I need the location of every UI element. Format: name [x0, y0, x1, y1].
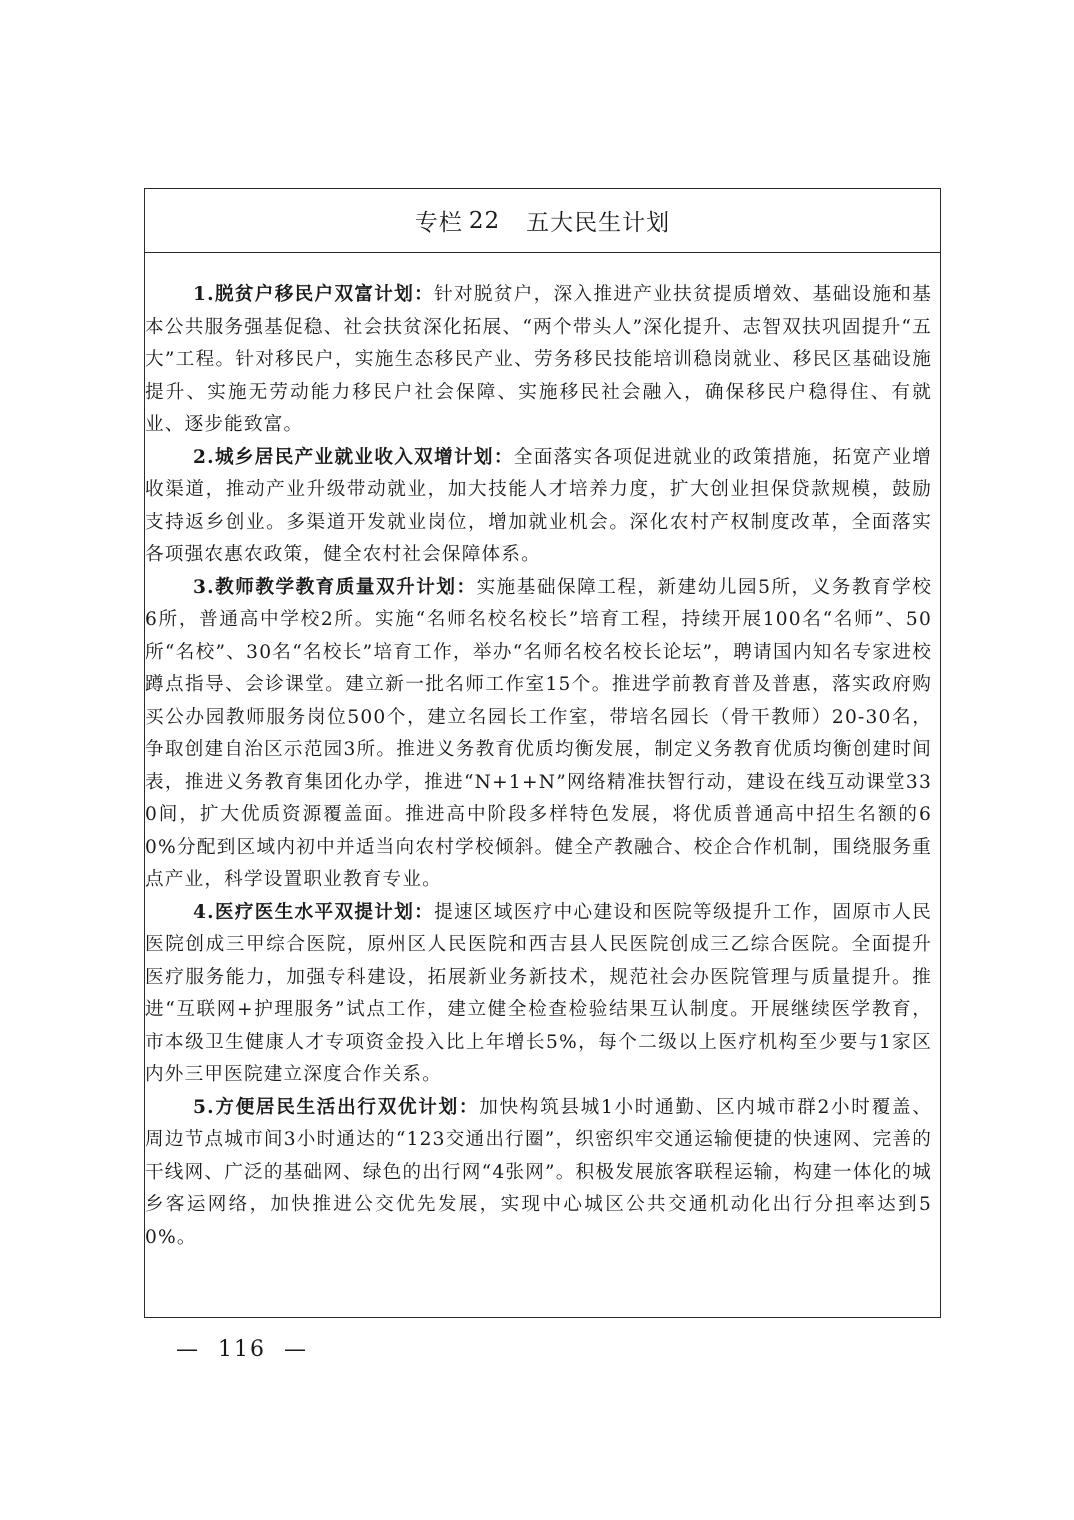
plan-text-1: 针对脱贫户，深入推进产业扶贫提质增效、基础设施和基本公共服务强基促稳、社会扶贫深化拓展、“两个带头人”深化提升、志智双扶巩固提升“五大”工程。针对移民户，实施生态移民产业、劳务移民技能培训稳岗就业、移民区基础设施提升、实施无劳动能力移民户社会保障、实施移民社会融入，确保移民户稳得住、有就业、逐步能致富。 — [145, 284, 932, 435]
plan-heading-2: 2.城乡居民产业就业收入双增计划： — [193, 446, 514, 468]
plan-paragraph-2 — [145, 442, 932, 572]
plan-paragraph-3 — [145, 572, 932, 897]
plan-text-4: 提速区域医疗中心建设和医院等级提升工作，固原市人民医院创成三甲综合医院，原州区人民医院和西吉县人民医院创成三乙综合医院。全面提升医疗服务能力，加强专科建设，拓展新业务新技术，规范社会办医院管理与质量提升。推进“互联网+护理服务”试点工作，建立健全检查检验结果互认制度。开展继续医学教育，市本级卫生健康人才专项资金投入比上年增长5%，每个二级以上医疗机构至少要与1家区内外三甲医院建立深度合作关系。 — [145, 901, 932, 1085]
column-body — [145, 253, 940, 1254]
plan-text-5: 加快构筑县城1小时通勤、区内城市群2小时覆盖、周边节点城市间3小时通达的“123交通出行圈”，织密织牢交通运输便捷的快速网、完善的干线网、广泛的基础网、绿色的出行网“4张网”。积极发展旅客联程运输，构建一体化的城乡客运网络，加快推进公交优先发展，实现中心城区公共交通机动化出行分担率达到50%。 — [145, 1096, 932, 1248]
column-label: 专栏 — [414, 210, 463, 236]
plan-heading-5: 5.方便居民生活出行双优计划： — [193, 1096, 480, 1118]
plan-paragraph-5 — [145, 1092, 932, 1255]
plan-heading-3: 3.教师教学教育质量双升计划： — [193, 576, 477, 598]
column-box — [144, 188, 941, 1318]
plan-text-2: 全面落实各项促进就业的政策措施，拓宽产业增收渠道，推动产业升级带动就业，加大技能人才培养力度，扩大创业担保贷款规模，鼓励支持返乡创业。多渠道开发就业岗位，增加就业机会。深化农村产权制度改革，全面落实各项强农惠农政策，健全农村社会保障体系。 — [145, 446, 933, 565]
plan-paragraph-1 — [145, 279, 932, 442]
plan-heading-1: 1.脱贫户移民户双富计划： — [193, 284, 435, 305]
column-title: 五大民生计划 — [526, 210, 671, 236]
plan-heading-4: 4.医疗医生水平双提计划： — [193, 901, 435, 923]
plan-paragraph-4 — [145, 897, 932, 1092]
column-header — [145, 189, 940, 253]
plan-text-3: 实施基础保障工程，新建幼儿园5所，义务教育学校6所，普通高中学校2所。实施“名师名校名校长”培育工程，持续开展100名“名师”、50所“名校”、30名“名校长”培育工作，举办“名师名校名校长论坛”，聘请国内知名专家进校蹲点指导、会诊课堂。建立新一批名师工作室15个。推进学前教育普及普惠，落实政府购买公办园教师服务岗位500个，建立名园长工作室，带培名园长（骨干教师）20-30名，争取创建自治区示范园3所。推进义务教育优质均衡发展，制定义务教育优质均衡创建时间表，推进义务教育集团化办学，推进“N+1+N”网络精准扶智行动，建设在线互动课堂330间，扩大优质资源覆盖面。推进高中阶段多样特色发展，将优质普通高中招生名额的60%分配到区域内初中并适当向农村学校倾斜。健全产教融合、校企合作机制，围绕服务重点产业，科学设置职业教育专业。 — [145, 576, 932, 890]
column-number: 22 — [468, 207, 501, 234]
page-number: — 116 — — [176, 1337, 308, 1362]
